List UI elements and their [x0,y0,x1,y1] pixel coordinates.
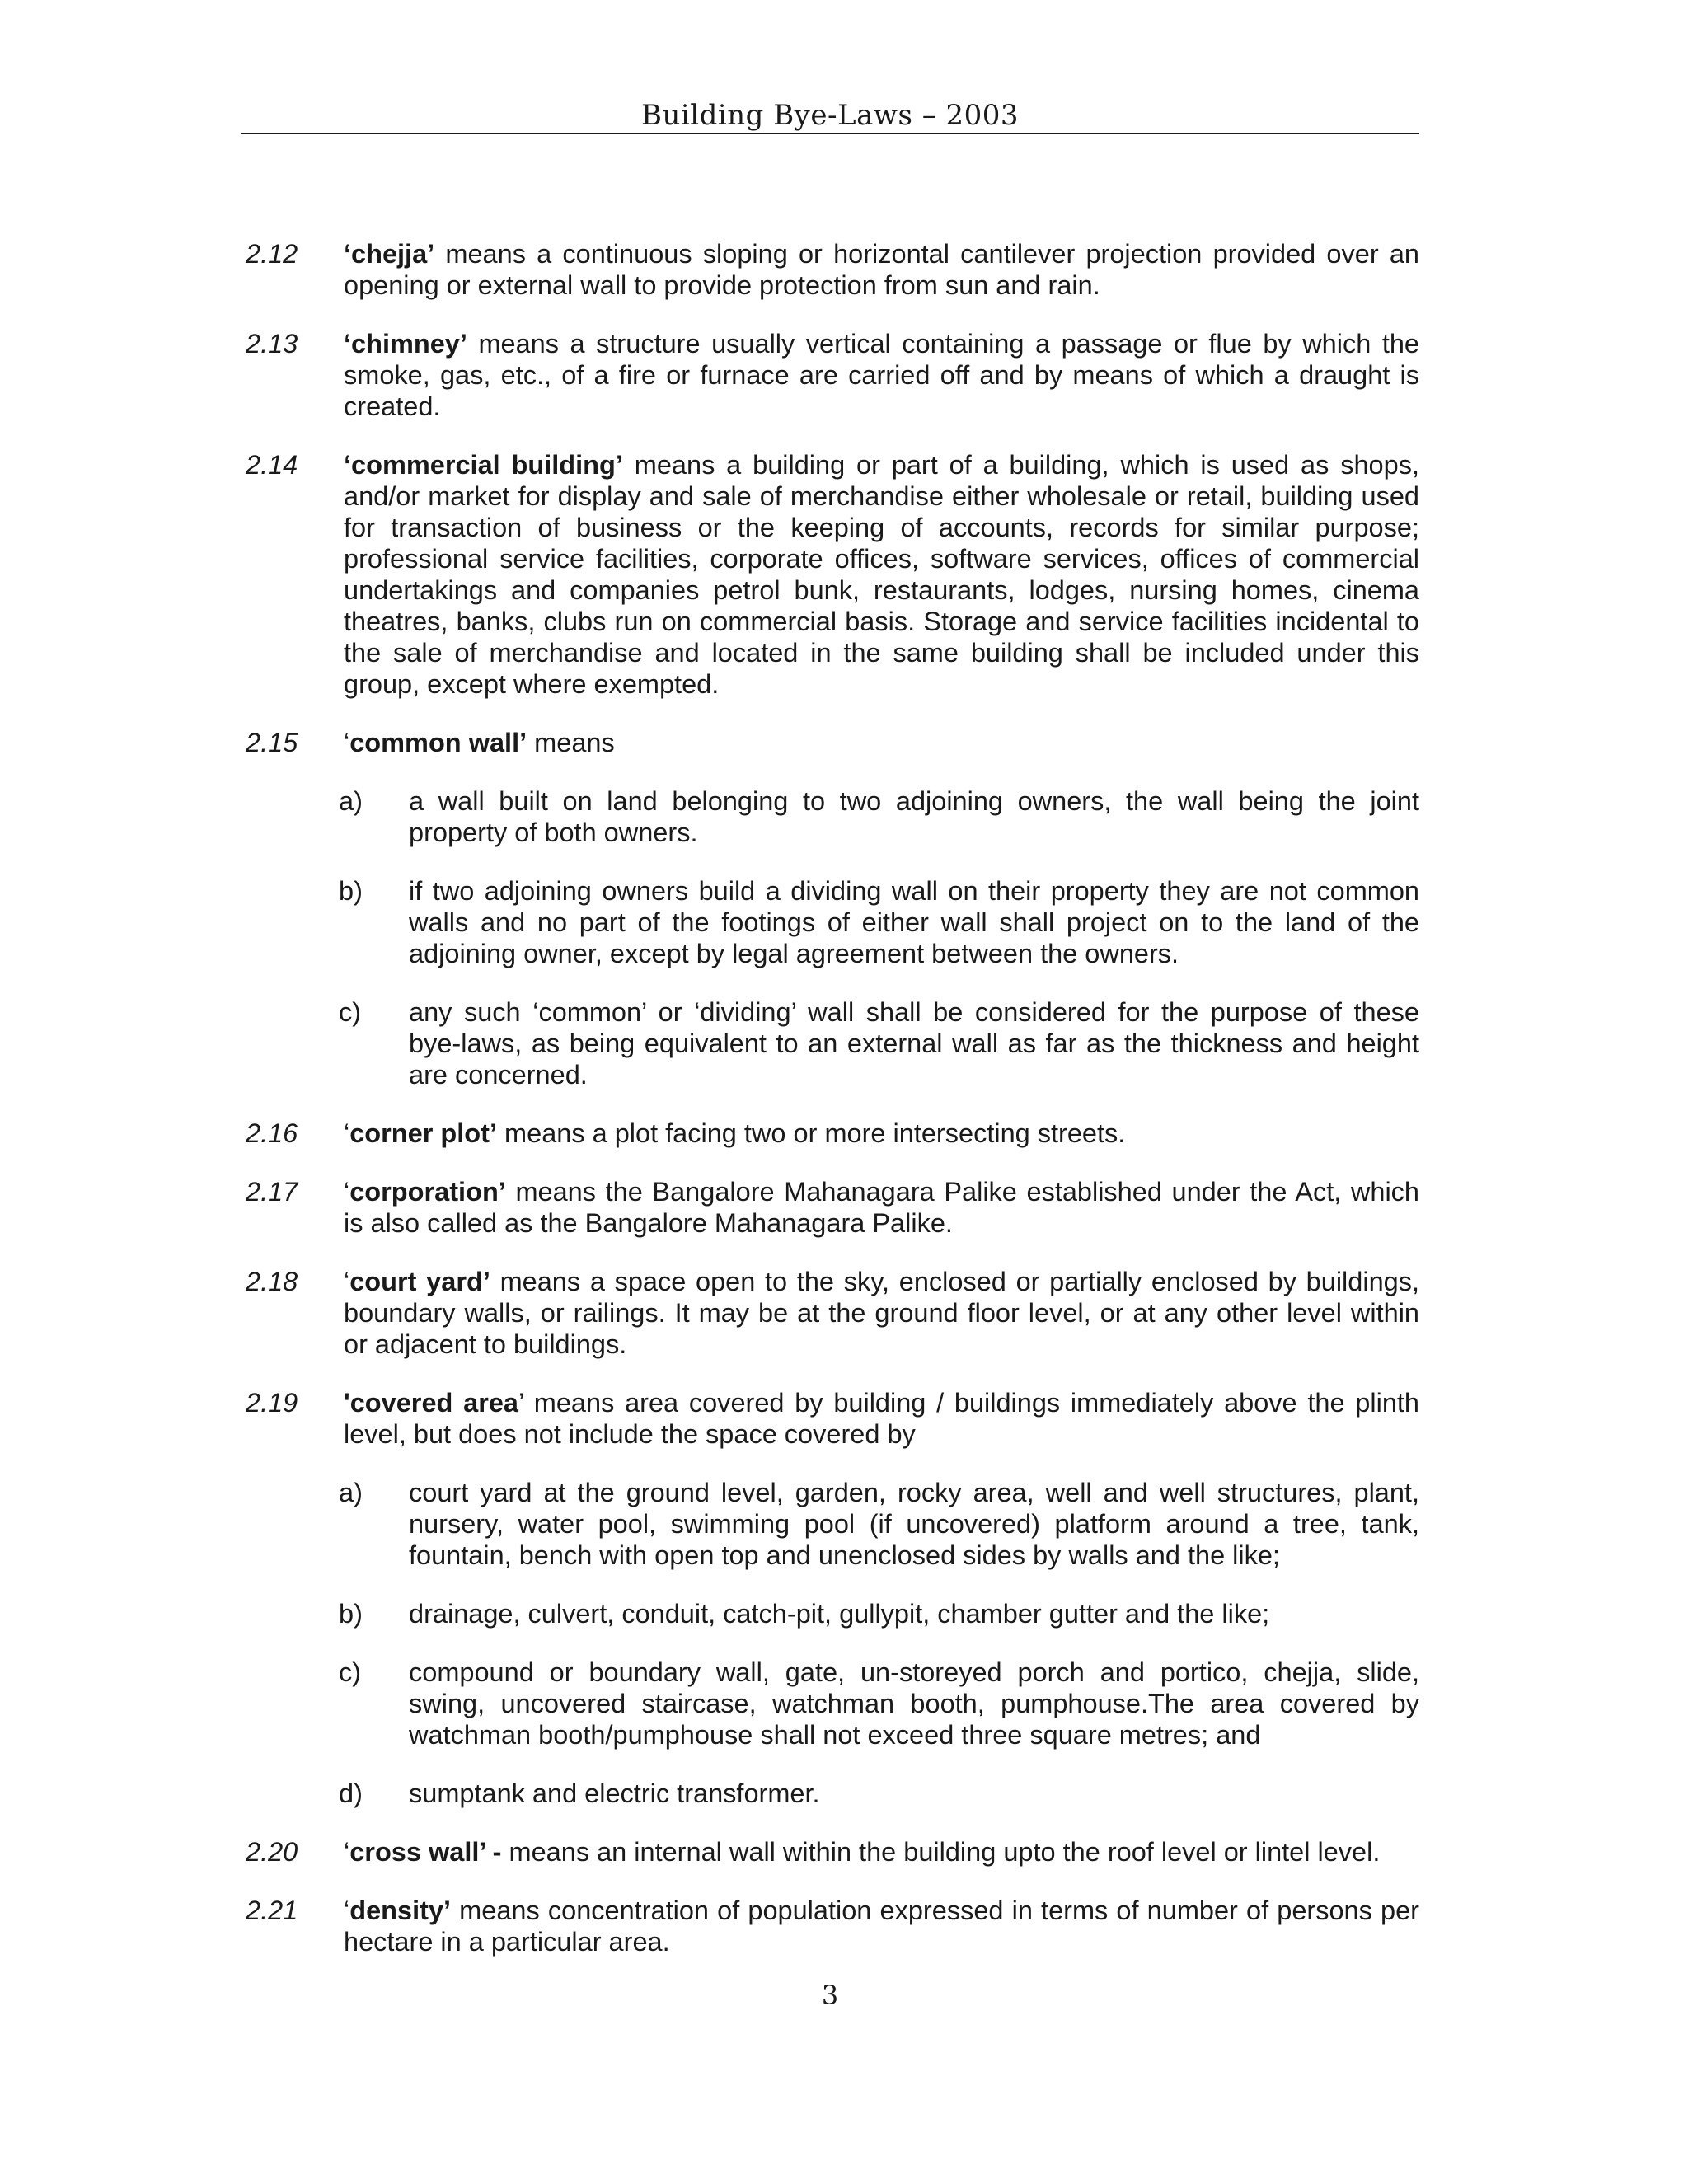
definition-entry-2-15 [246,727,1419,758]
definition-text [344,328,1419,422]
sub-item-marker: a) [339,786,363,816]
clause-number: 2.17 [246,1177,298,1207]
sub-item-2-15-b [339,875,1419,969]
header-rule [241,133,1419,134]
defined-term: court yard’ [349,1267,490,1296]
definition-entry-2-12 [246,238,1419,301]
definition-text [344,449,1419,700]
sub-item-marker: d) [339,1779,363,1808]
sub-item-marker: c) [339,1657,362,1687]
definition-entry-2-14 [246,449,1419,700]
open-quote: ‘ [344,728,350,757]
clause-number: 2.15 [246,728,298,757]
open-quote: ‘ [344,1267,350,1296]
sub-item-text: a wall built on land belonging to two adjoining owners, the wall being the joint property of both owners. [409,786,1419,847]
defined-term: corporation’ [349,1177,506,1207]
definition-body: means [527,728,615,757]
sub-item-text: court yard at the ground level, garden, rocky area, well and well structures, plant, nursery, water pool, swimming pool (if uncovered) platform around a tree, tank, fountain, bench with open top and unenclosed sides by walls and the like; [409,1478,1419,1570]
defined-term: common wall’ [349,728,528,757]
definition-text [344,1895,1419,1957]
definition-entry-2-16 [246,1118,1419,1149]
definition-body: means a structure usually vertical containing a passage or flue by which the smoke, gas, etc., of a fire or furnace are carried off and by means of which a draught is created. [344,329,1419,421]
sub-item-2-19-c [339,1657,1419,1750]
definition-entry-2-21 [246,1895,1419,1957]
clause-number: 2.16 [246,1118,298,1148]
definition-body: means a continuous sloping or horizontal cantilever projection provided over an opening or external wall to provide protection from sun and rain. [344,239,1419,300]
definition-body: means a building or part of a building, which is used as shops, and/or market for display and sale of merchandise either wholesale or retail, building used for transaction of business or the keeping of accounts, records for similar purpose; professional service facilities, corporate offices, software services, offices of commercial undertakings and companies petrol bunk, restaurants, lodges, nursing homes, cinema theatres, banks, clubs run on commercial basis. Storage and service facilities incidental to the sale of merchandise and located in the same building shall be included under this group, except where exempted. [344,450,1419,699]
definition-entry-2-19 [246,1387,1419,1450]
definition-entry-2-18 [246,1266,1419,1360]
page-header-title: Building Bye-Laws – 2003 [640,99,1020,132]
sub-item-2-15-a [339,785,1419,848]
definition-text [344,1176,1419,1239]
defined-term: cross wall’ - [349,1837,502,1867]
sub-item-2-15-c [339,996,1419,1090]
clause-number: 2.13 [246,329,298,359]
definition-entry-2-13 [246,328,1419,422]
definition-text [344,1836,1419,1868]
clause-number: 2.18 [246,1267,298,1296]
sub-item-text: drainage, culvert, conduit, catch-pit, gullypit, chamber gutter and the like; [409,1599,1270,1629]
clause-number: 2.12 [246,239,298,269]
definition-entry-2-20 [246,1836,1419,1868]
defined-term: density’ [349,1896,452,1925]
defined-term: ‘chimney’ [344,329,467,359]
definition-text [344,1118,1419,1149]
sub-item-2-19-d [339,1778,1419,1809]
definition-body: means a space open to the sky, enclosed or partially enclosed by buildings, boundary walls, or railings. It may be at the ground floor level, or at any other level within or adjacent to buildings. [344,1267,1419,1359]
defined-term: corner plot’ [349,1118,498,1148]
definition-body: means the Bangalore Mahanagara Palike established under the Act, which is also called as the Bangalore Mahanagara Palike. [344,1177,1419,1238]
definition-body: means a plot facing two or more intersecting streets. [497,1118,1126,1148]
open-quote: ‘ [344,1896,350,1925]
clause-number: 2.20 [246,1837,298,1867]
definition-body: ’ means area covered by building / buildings immediately above the plinth level, but does not include the space covered by [344,1388,1419,1449]
definition-text [344,727,1419,758]
page-number: 3 [821,1980,839,2011]
definition-body: means concentration of population expressed in terms of number of persons per hectare in a particular area. [344,1896,1419,1957]
sub-item-marker: b) [339,876,363,906]
open-quote: ‘ [344,1837,350,1867]
sub-item-marker: a) [339,1478,363,1507]
sub-item-marker: c) [339,997,362,1027]
definitions-list [246,238,1419,1957]
sub-item-text: if two adjoining owners build a dividing wall on their property they are not common walls and no part of the footings of either wall shall project on to the land of the adjoining owner, except by legal agreement between the owners. [409,876,1419,968]
definition-entry-2-17 [246,1176,1419,1239]
clause-number: 2.14 [246,450,298,480]
open-quote: ‘ [344,1177,350,1207]
definition-text [344,1266,1419,1360]
sub-item-text: sumptank and electric transformer. [409,1779,820,1808]
defined-term: ‘chejja’ [344,239,435,269]
defined-term: 'covered area [344,1388,519,1418]
sub-item-2-19-b [339,1598,1419,1629]
sub-item-text: any such ‘common’ or ‘dividing’ wall shall be considered for the purpose of these bye-laws, as being equivalent to an external wall as far as the thickness and height are concerned. [409,997,1419,1090]
clause-number: 2.21 [246,1896,298,1925]
clause-number: 2.19 [246,1388,298,1418]
sub-item-text: compound or boundary wall, gate, un-storeyed porch and portico, chejja, slide, swing, uncovered staircase, watchman booth, pumphouse.The area covered by watchman booth/pumphouse shall not exceed three square metres; and [409,1657,1419,1750]
definition-text [344,238,1419,301]
sub-item-marker: b) [339,1599,363,1629]
open-quote: ‘ [344,1118,350,1148]
definition-body: means an internal wall within the building upto the roof level or lintel level. [501,1837,1381,1867]
defined-term: ‘commercial building’ [344,450,623,480]
definition-text [344,1387,1419,1450]
sub-item-2-19-a [339,1477,1419,1571]
